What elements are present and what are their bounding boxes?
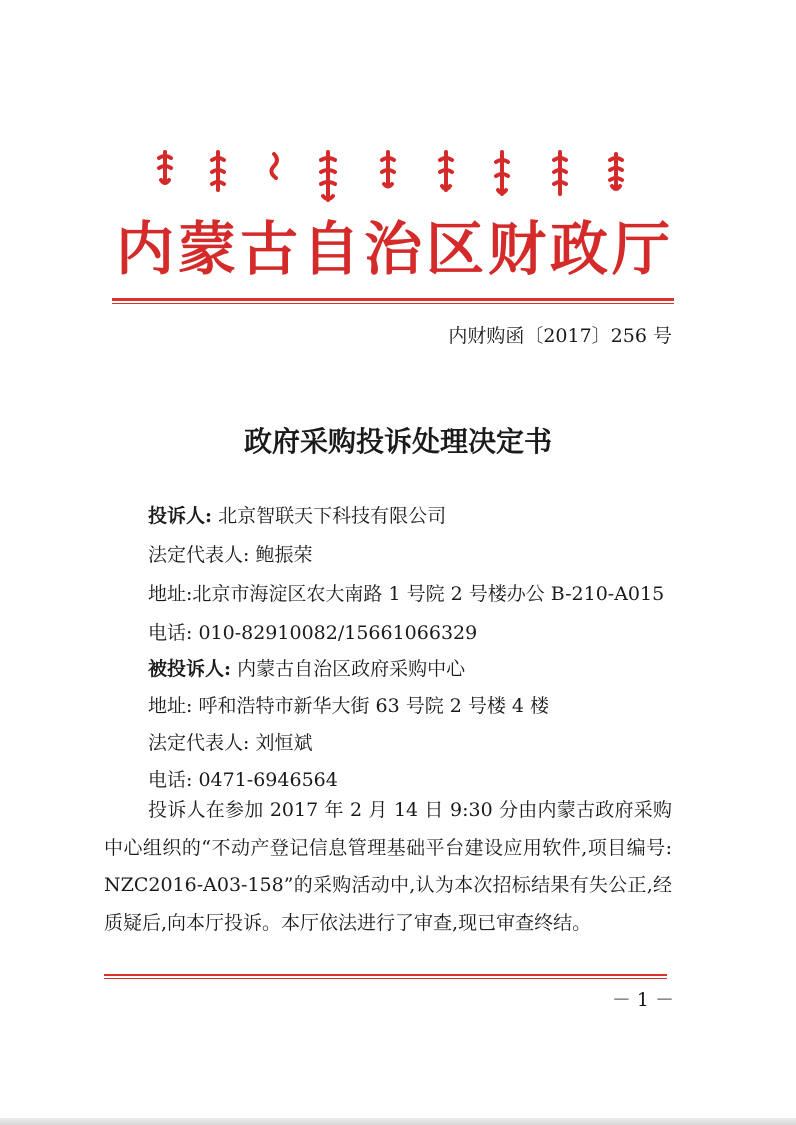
document-heading: 政府采购投诉处理决定书 bbox=[243, 425, 552, 458]
complainant-address: 地址:北京市海淀区农大南路 1 号院 2 号楼办公 B-210-A015 bbox=[148, 583, 665, 605]
mongolian-script-letterhead bbox=[150, 142, 650, 212]
issuing-authority-title: 内蒙古自治区财政厅 bbox=[115, 215, 674, 283]
header-divider bbox=[112, 298, 674, 306]
header-divider-thick bbox=[112, 298, 674, 301]
complaint-paragraph: 投诉人在参加 2017 年 2 月 14 日 9:30 分由内蒙古政府采购中心组织的“不动产登记信息管理基础平台建设应用软件,项目编号: NZC2016-A03-158”的采购活动中,认为本次招标结果有失公正,经质疑后,向本厅投诉。本厅依法进行了审查,现已审查终结。 bbox=[104, 799, 672, 934]
header-divider-thin bbox=[112, 303, 674, 304]
page-number: － 1 － bbox=[611, 989, 674, 1011]
footer-divider-thick bbox=[104, 974, 667, 976]
respondent-label: 被投诉人: bbox=[148, 658, 232, 680]
respondent-value: 内蒙古自治区政府采购中心 bbox=[237, 658, 466, 680]
scan-bottom-edge bbox=[0, 1118, 796, 1125]
document-number: 内财购函〔2017〕256 号 bbox=[448, 325, 672, 347]
complainant-line bbox=[148, 502, 446, 530]
complainant-representative: 法定代表人: 鲍振荣 bbox=[148, 544, 313, 566]
complainant-value: 北京智联天下科技有限公司 bbox=[218, 505, 447, 527]
footer-divider bbox=[104, 974, 667, 980]
mongolian-script-graphic bbox=[150, 142, 650, 212]
complainant-label: 投诉人: bbox=[148, 505, 213, 527]
complainant-phone: 电话: 010-82910082/15661066329 bbox=[148, 622, 478, 644]
respondent-address: 地址: 呼和浩特市新华大街 63 号院 2 号楼 4 楼 bbox=[148, 695, 550, 717]
footer-divider-thin bbox=[104, 978, 667, 979]
respondent-line bbox=[148, 655, 465, 683]
respondent-representative: 法定代表人: 刘恒斌 bbox=[148, 732, 313, 754]
respondent-phone: 电话: 0471-6946564 bbox=[148, 769, 338, 791]
